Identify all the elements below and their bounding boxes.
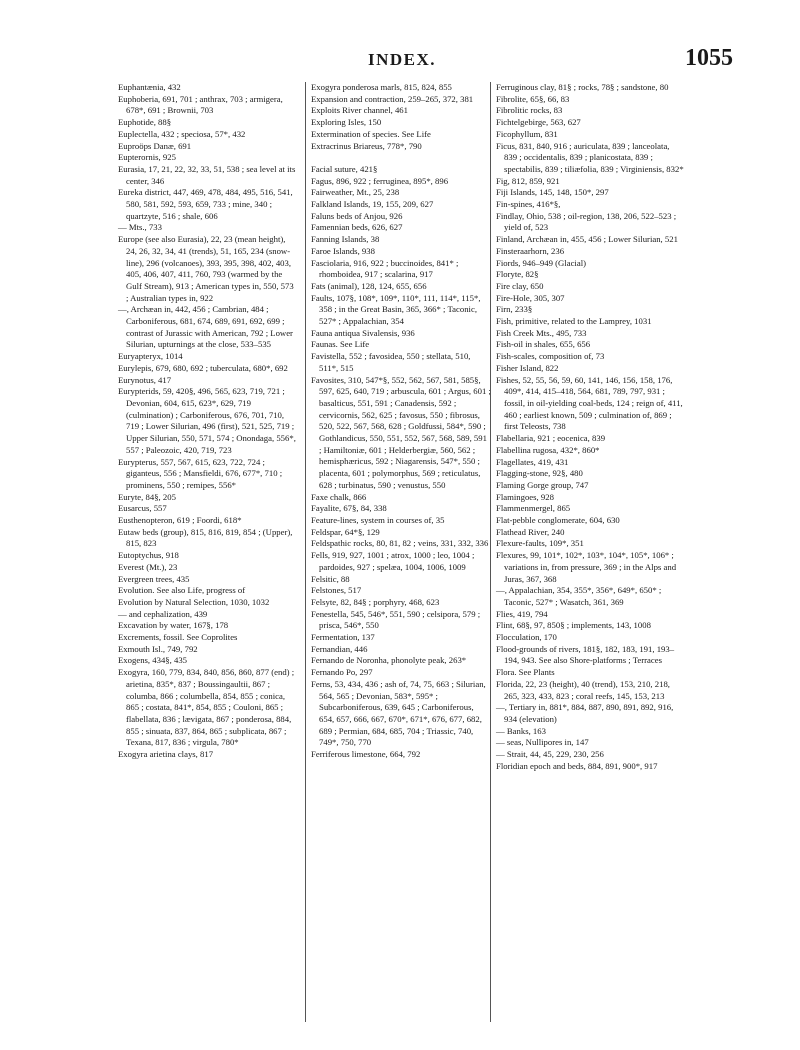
index-entry: Ferriferous limestone, 664, 792 (311, 749, 421, 760)
index-entry: Felstones, 517 (311, 585, 362, 596)
index-entry: Fiji Islands, 145, 148, 150*, 297 (496, 187, 609, 198)
index-entry: Fire clay, 650 (496, 280, 544, 291)
index-entry: Fish, primitive, related to the Lamprey, 1031 (496, 316, 652, 327)
index-entry: Fish Creek Mts., 495, 733 (496, 327, 587, 338)
index-entry: Feldspathic rocks, 80, 81, 82 ; veins, 331, 332, 336 (311, 538, 489, 549)
index-entry: Flamingoes, 928 (496, 491, 554, 502)
index-entry: Exogens, 434§, 435 (118, 655, 188, 666)
index-entry: Famennian beds, 626, 627 (311, 222, 403, 233)
index-entry: Fig, 812, 859, 921 (496, 175, 560, 186)
index-entry: Extermination of species. See Life (311, 128, 431, 139)
index-entry: Fermentation, 137 (311, 632, 375, 643)
index-entry: Fichtelgebirge, 563, 627 (496, 117, 581, 128)
index-entry: Ferruginous clay, 81§ ; rocks, 78§ ; sandstone, 80 (496, 82, 669, 92)
index-entry: Eusthenopteron, 619 ; Foordi, 618* (118, 515, 242, 526)
index-entry: Fire-Hole, 305, 307 (496, 292, 565, 303)
index-entry: Favistella, 552 ; favosidea, 550 ; stellata, 510, 511*, 515 (311, 351, 471, 373)
index-entry: Eureka district, 447, 469, 478, 484, 495, 516, 541, 580, 581, 592, 593, 659, 733 ; mine, 340 ; quartzyte, 516 ; shale, 606 (118, 187, 293, 221)
index-entry: Flint, 68§, 97, 850§ ; implements, 143, 1008 (496, 620, 651, 631)
index-entry: Fernandian, 446 (311, 643, 368, 654)
index-entry: Expansion and contraction, 259–265, 372, 381 (311, 93, 474, 104)
index-entry: Flabellina rugosa, 432*, 860* (496, 444, 600, 455)
index-entry: Fayalite, 67§, 84, 338 (311, 503, 387, 514)
index-entry: —, Archæan in, 442, 456 ; Cambrian, 484 ; Carboniferous, 681, 674, 689, 691, 692, 699 ; contrast of Jurassic with American, 792 ; Lower Silurian, upturnings at the close, 533–535 (118, 304, 293, 350)
index-entry: —, Appalachian, 354, 355*, 356*, 649*, 650* ; Taconic, 527* ; Wasatch, 361, 369 (496, 585, 662, 607)
index-entry: Fasciolaria, 916, 922 ; buccinoides, 841* ; rhomboidea, 917 ; scalarina, 917 (311, 257, 459, 280)
index-entry: Ficophyllum, 831 (496, 128, 558, 139)
index-entry: Fanning Islands, 38 (311, 234, 380, 245)
index-entry: Florida, 22, 23 (height), 40 (trend), 153, 210, 218, 265, 323, 433, 823 ; coral reefs, 145, 153, 213 (496, 678, 670, 701)
index-entry: Eupterornis, 925 (118, 152, 176, 163)
index-entry: Faxe chalk, 866 (311, 491, 367, 502)
index-entry: Euryte, 84§, 205 (118, 491, 176, 502)
index-entry: Fisher Island, 822 (496, 362, 559, 373)
index-entry: Fin-spines, 416*§, (496, 199, 561, 210)
index-entry: Fernando Po, 297 (311, 667, 373, 678)
index-entry: Eurypterids, 59, 420§, 496, 565, 623, 719, 721 ; Devonian, 604, 615, 623*, 629, 719 (culmination) ; Carboniferous, 676, 701, 710, 719 ; Lower Silurian, 496 (first), 521, 525, 719 ; Upper Silurian, 550, 571, 574 ; Onondaga, 556*, 557 ; Paleozoic, 420, 719, 723 (118, 386, 296, 455)
index-entry: Feldspar, 64*§, 129 (311, 526, 380, 537)
index-entry: Fernando de Noronha, phonolyte peak, 263* (311, 655, 467, 666)
index-entry: Fish-scales, composition of, 73 (496, 351, 605, 362)
index-entry: Fauna antiqua Sivalensis, 936 (311, 327, 415, 338)
index-entry: Faults, 107§, 108*, 109*, 110*, 111, 114*, 115*, 358 ; in the Great Basin, 365, 366* ; Taconic, 527* ; Appalachian, 354 (311, 292, 481, 327)
index-entry: Extracrinus Briareus, 778*, 790 (311, 140, 422, 151)
index-entry: Euphoberia, 691, 701 ; anthrax, 703 ; armigera, 678*, 691 ; Brownii, 703 (118, 93, 283, 116)
index-entry: Euplectella, 432 ; speciosa, 57*, 432 (118, 128, 246, 139)
index-entry: Flagging-stone, 92§, 480 (496, 468, 583, 479)
index-entry: Exploits River channel, 461 (311, 105, 408, 116)
page-number: 1055 (685, 45, 733, 71)
index-entry: Flathead River, 240 (496, 526, 565, 537)
index-entry: Evolution. See also Life, progress of (118, 585, 246, 596)
index-entry: — Mts., 733 (118, 222, 162, 233)
index-column-1 (118, 82, 298, 761)
index-entry: Flammenmergel, 865 (496, 503, 571, 514)
index-entry: Eutaw beds (group), 815, 816, 819, 854 ; (Upper), 815, 823 (118, 526, 293, 549)
index-entry: Euryapteryx, 1014 (118, 351, 183, 362)
index-entry: Faluns beds of Anjou, 926 (311, 210, 403, 221)
index-entry: Europe (see also Eurasia), 22, 23 (mean height), 24, 26, 32, 34, 41 (trends), 51, 165, 234 (snow-line), 296 (volcanoes), 393, 395, 398, 402, 403, 405, 406, 407, 411, 760, 793 (warmed by the Gulf Stream), 913 ; American types in, 550, 573 ; Australian types in, 922 (118, 234, 294, 303)
index-entry: Fenestella, 545, 546*, 551, 590 ; celsipora, 579 ; prisca, 546*, 550 (311, 608, 481, 631)
index-entry: Floryte, 82§ (496, 269, 539, 280)
index-entry: Eurynotus, 417 (118, 374, 172, 385)
index-entry: Eurylepis, 679, 680, 692 ; tuberculata, 680*, 692 (118, 362, 288, 373)
index-entry: Felsitic, 88 (311, 573, 350, 584)
index-entry: Exploring Isles, 150 (311, 117, 382, 128)
index-entry: Flagellates, 419, 431 (496, 456, 569, 467)
index-entry: Eutoptychus, 918 (118, 550, 179, 561)
index-entry: —, Tertiary in, 881*, 884, 887, 890, 891, 892, 916, 934 (elevation) (496, 702, 674, 724)
index-entry: Eusarcus, 557 (118, 503, 167, 514)
index-entry: Fish-oil in shales, 655, 656 (496, 339, 591, 350)
index-entry: Exogyra ponderosa marls, 815, 824, 855 (311, 82, 452, 92)
index-entry: Fells, 919, 927, 1001 ; atrox, 1000 ; leo, 1004 ; pardoides, 927 ; spelæa, 1004, 1006, 1009 (311, 550, 475, 572)
index-entry: Fibrolitic rocks, 83 (496, 105, 563, 116)
page-title: INDEX. (368, 50, 437, 69)
index-entry: — Banks, 163 (496, 725, 546, 736)
index-entry: Fibrolite, 65§, 66, 83 (496, 93, 570, 104)
index-entry: Fairweather, Mt., 25, 238 (311, 187, 400, 198)
index-entry: Felsyte, 82, 84§ ; porphyry, 468, 623 (311, 596, 440, 607)
index-entry: Flocculation, 170 (496, 632, 557, 643)
index-entry: Euphotide, 88§ (118, 117, 172, 128)
index-entry: Fats (animal), 128, 124, 655, 656 (311, 280, 427, 291)
index-column-2 (305, 82, 491, 1022)
index-entry: Floridian epoch and beds, 884, 891, 900*, 917 (496, 760, 658, 771)
index-entry: Euproöps Danæ, 691 (118, 140, 192, 151)
index-entry: Flabellaria, 921 ; eocenica, 839 (496, 433, 606, 444)
index-entry: Flexure-faults, 109*, 351 (496, 538, 584, 549)
index-entry: Everest (Mt.), 23 (118, 561, 178, 572)
index-entry: — and cephalization, 439 (118, 608, 208, 619)
index-entry: Finsteraarhorn, 236 (496, 245, 565, 256)
index-entry: Faroe Islands, 938 (311, 245, 375, 256)
index-entry: Finland, Archæan in, 455, 456 ; Lower Silurian, 521 (496, 234, 678, 245)
index-entry: Favosites, 310, 547*§, 552, 562, 567, 581, 585§, 597, 625, 640, 719 ; arbuscula, 601 ; Argus, 601 ; basalticus, 551, 591 ; Canadensis, 592 ; cervicornis, 562, 625 ; favosus, 550 ; fibrosus, 520, 522, 567, 568, 628 ; Goldfussi, 584*, 590 ; Gothlandicus, 550, 551, 552, 567, 568, 589, 591 ; Hamiltoniæ, 601 ; Helderbergiæ, 560, 562 ; hemisphæricus, 592 ; Niagarensis, 547*, 550 ; placenta, 601 ; polymorphus, 569 ; reticulatus, 628 ; turbinatus, 590 ; venustus, 550 (311, 374, 491, 490)
index-entry: Exogyra, 160, 779, 834, 840, 856, 860, 877 (end) ; arietina, 835*, 837 ; Boussingaultii, 867 ; columba, 866 ; columbella, 854, 855 ; conica, 865 ; costata, 841*, 854, 855 ; Couloni, 865 ; flabellata, 836 ; lævigata, 867 ; ponderosa, 884, 855 ; sinuata, 837, 864, 865 ; subplicata, 867 ; Texana, 817, 836 ; virgula, 780* (118, 667, 295, 748)
index-entry: Falkland Islands, 19, 155, 209, 627 (311, 199, 434, 210)
index-entry: Evolution by Natural Selection, 1030, 1032 (118, 596, 270, 607)
index-entry: Excavation by water, 167§, 178 (118, 620, 229, 631)
index-entry: Firn, 233§ (496, 304, 533, 315)
index-entry: Flood-grounds of rivers, 181§, 182, 183, 191, 193–194, 943. See also Shore-platforms ; Terraces (496, 643, 675, 666)
index-entry: Fiords, 946–949 (Glacial) (496, 257, 586, 268)
index-entry: Faunas. See Life (311, 339, 370, 350)
index-entry: Fagus, 896, 922 ; ferruginea, 895*, 896 (311, 175, 449, 186)
index-entry: Ficus, 831, 840, 916 ; auriculata, 839 ; lanceolata, 839 ; occidentalis, 839 ; planicostata, 839 ; spectabilis, 839 ; tiliæfolia, 839 ; Virginiensis, 832* (496, 140, 684, 174)
index-entry: Eurasia, 17, 21, 22, 32, 33, 51, 538 ; sea level at its center, 346 (118, 163, 296, 186)
index-entry: Flexures, 99, 101*, 102*, 103*, 104*, 105*, 106* ; variations in, from pressure, 369 ; in the Alps and Juras, 367, 368 (496, 550, 677, 584)
index-entry: Ferns, 53, 434, 436 ; ash of, 74, 75, 663 ; Silurian, 564, 565 ; Devonian, 583*, 595* ; Subcarboniferous, 639, 645 ; Carboniferous, 654, 657, 666, 667, 670*, 671*, 676, 677, 682, 689 ; Permian, 684, 685, 704 ; Triassic, 740, 749*, 750, 770 (311, 678, 486, 748)
index-entry: Eurypterus, 557, 567, 615, 623, 722, 724 ; giganteus, 556 ; Mansfieldi, 676, 677*, 710 ; prominens, 550 ; remipes, 556* (118, 456, 283, 490)
index-entry: — seas, Nullipores in, 147 (496, 737, 589, 748)
index-entry: Findlay, Ohio, 538 ; oil-region, 138, 206, 522–523 ; yield of, 523 (496, 210, 677, 233)
index-entry: Fishes, 52, 55, 56, 59, 60, 141, 146, 156, 158, 176, 409*, 414, 415–418, 564, 681, 789, 797, 931 ; fossil, in oil-yielding coal-beds, 124 ; reign of, 411, 460 ; earliest known, 509 ; culmination of, 869 ; first Teleosts, 738 (496, 374, 683, 432)
index-entry: Exogyra arietina clays, 817 (118, 749, 214, 760)
index-entry: Feature-lines, system in courses of, 35 (311, 515, 445, 525)
index-entry: — Strait, 44, 45, 229, 230, 256 (496, 749, 604, 760)
index-entry: Facial suture, 421§ (311, 163, 378, 174)
index-column-3 (490, 82, 684, 1022)
index-entry: Flies, 419, 794 (496, 608, 548, 619)
index-entry: Flaming Gorge group, 747 (496, 479, 589, 490)
index-entry: Excrements, fossil. See Coprolites (118, 632, 238, 643)
index-entry: Exmouth Isl., 749, 792 (118, 643, 198, 654)
index-entry: Flat-pebble conglomerate, 604, 630 (496, 515, 620, 526)
index-entry: Flora. See Plants (496, 667, 555, 678)
index-entry: Euphantænia, 432 (118, 82, 181, 92)
index-entry: Evergreen trees, 435 (118, 573, 190, 584)
